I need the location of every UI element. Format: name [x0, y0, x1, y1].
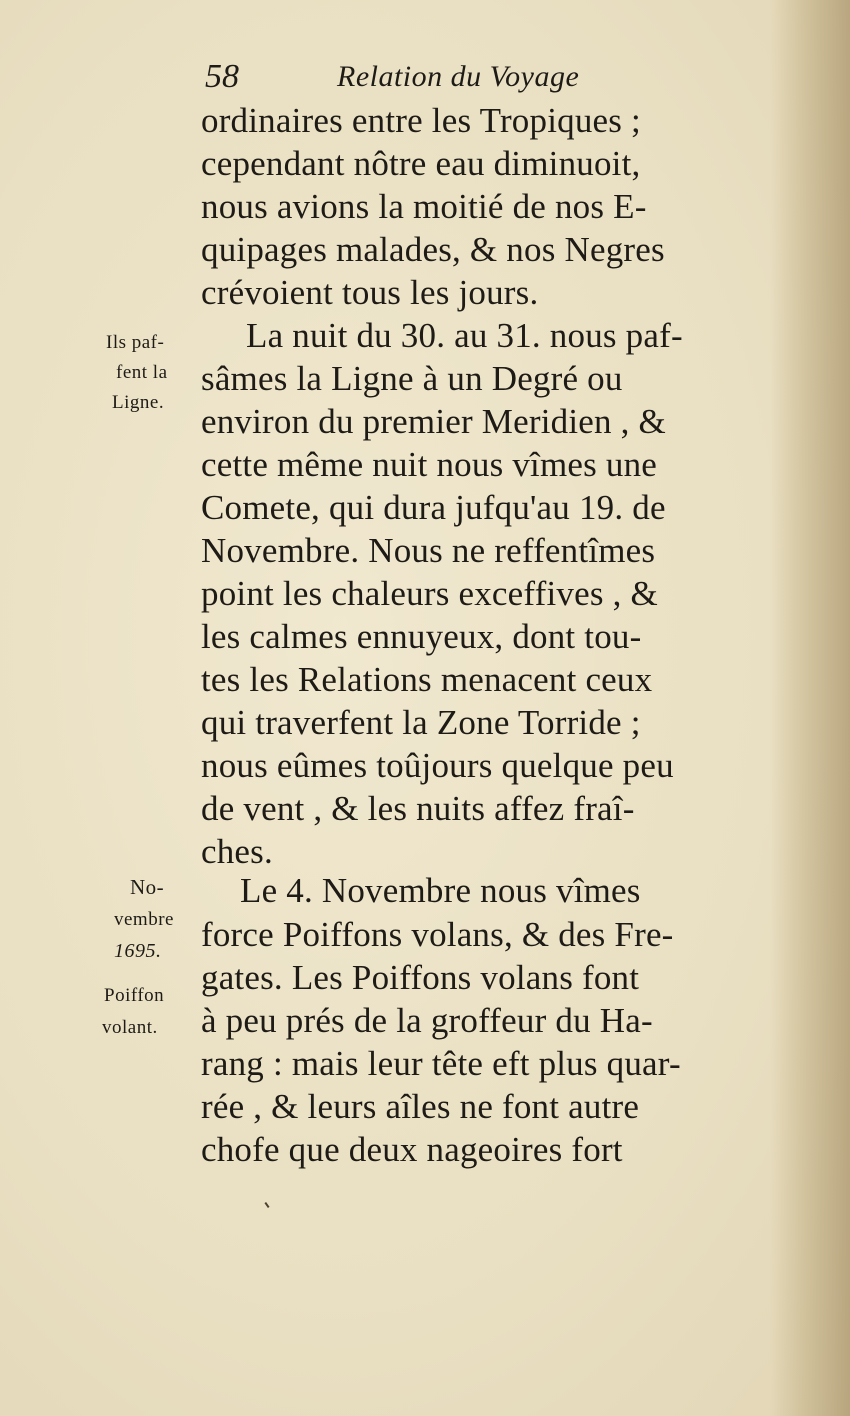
text-line: Comete, qui dura jufqu'au 19. de — [201, 488, 666, 527]
text-line: tes les Relations menacent ceux — [201, 660, 653, 699]
text-line: ches. — [201, 832, 273, 871]
text-line: de vent , & les nuits affez fraî- — [201, 789, 635, 828]
text-line: gates. Les Poiffons volans font — [201, 958, 640, 997]
text-line: nous eûmes toûjours quelque peu — [201, 746, 674, 785]
text-line: quipages malades, & nos Negres — [201, 230, 665, 269]
text-line: nous avions la moitié de nos E- — [201, 187, 647, 226]
ink-speck — [264, 1202, 269, 1208]
text-line: environ du premier Meridien , & — [201, 402, 666, 441]
margin-note-line: fent la — [116, 362, 168, 383]
text-line: rée , & leurs aîles ne font autre — [201, 1087, 640, 1126]
text-line: qui traverfent la Zone Torride ; — [201, 703, 641, 742]
text-line-paragraph-start: Le 4. Novembre nous vîmes — [240, 871, 641, 910]
text-line: sâmes la Ligne à un Degré ou — [201, 359, 623, 398]
text-line: cependant nôtre eau diminuoit, — [201, 144, 641, 183]
page-header — [205, 58, 645, 98]
margin-note-line: vembre — [114, 909, 174, 930]
running-title: Relation du Voyage — [337, 60, 580, 93]
text-line: point les chaleurs exceffives , & — [201, 574, 658, 613]
margin-note-line: Poiffon — [104, 985, 165, 1006]
margin-note-line: Ligne. — [112, 392, 165, 413]
page-number: 58 — [205, 58, 239, 95]
text-line: Novembre. Nous ne reffentîmes — [201, 531, 656, 570]
text-line: à peu prés de la groffeur du Ha- — [201, 1001, 653, 1040]
text-line: crévoient tous les jours. — [201, 273, 539, 312]
margin-note-year: 1695. — [114, 940, 162, 962]
text-line: les calmes ennuyeux, dont tou- — [201, 617, 642, 656]
text-line: chofe que deux nageoires fort — [201, 1130, 623, 1169]
text-line-paragraph-start: La nuit du 30. au 31. nous paf- — [246, 316, 683, 355]
text-line: force Poiffons volans, & des Fre- — [201, 915, 674, 954]
margin-note-line: volant. — [102, 1017, 158, 1038]
margin-note-line: No- — [130, 875, 165, 899]
text-line: cette même nuit nous vîmes une — [201, 445, 658, 484]
margin-note-line: Ils paf- — [106, 332, 165, 353]
text-line: ordinaires entre les Tropiques ; — [201, 101, 641, 140]
text-line: rang : mais leur tête eft plus quar- — [201, 1044, 681, 1083]
